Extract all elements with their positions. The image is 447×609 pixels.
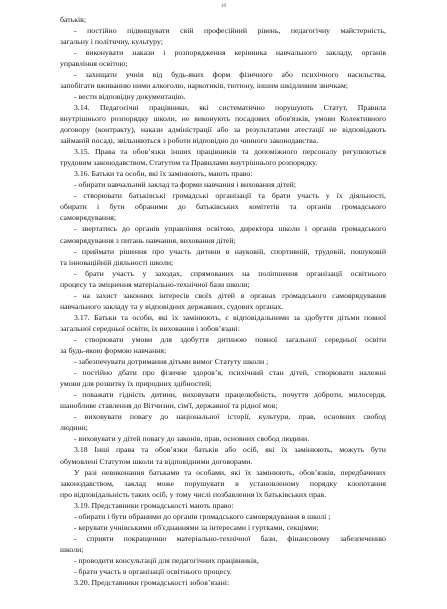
text-line: - звертатись до органів управління освітою, директора школи і органів громадського [74, 224, 386, 234]
text-line: управління освітою; [60, 58, 128, 68]
text-line: обумовлені Статутом школи та відповідними договорами. [60, 456, 253, 466]
text-line: та інноваційній діяльності школи; [60, 257, 174, 267]
text-line: 3.20. Представники громадськості зобов’язані: [74, 578, 230, 588]
text-line: про відповідальність таких осіб, у тому числі позбавлення їх батьківських прав. [60, 489, 327, 499]
text-line: загальну і політичну, культуру; [60, 36, 163, 46]
text-line: 3.19. Представники громадськості мають право: [74, 500, 234, 510]
text-line: школи; [60, 544, 84, 554]
text-line: - приймати рішення про участь дитини в науковій, спортивній, трудовій, пошуковій [74, 246, 386, 256]
text-line: - забезпечувати дотримання дітьми вимог Статуту школи ; [74, 357, 269, 367]
text-line: - захищати учнів від будь-яких форм фізичного або психічного насильства, [74, 69, 386, 79]
text-line: - створювати батьківські громадські організації та брати участь у їх діяльності, [74, 191, 386, 201]
text-line: - виконувати накази і розпорядження керівника навчального закладу, органів [74, 47, 386, 57]
text-line: законодавством, заклад може порушувати в установленому порядку клопотання [60, 478, 386, 488]
text-line: 3.15. Права та обов’язки інших працівників та допоміжного персоналу регулюються [74, 147, 386, 157]
text-line: 3.14. Педагогічні працівники, які систематично порушують Статут, Правила [74, 102, 386, 112]
text-line: - виховувати повагу до національної історії, культури, прав, основних свобод [74, 412, 386, 422]
text-line: самоврядування з питань навчання, виховання дітей; [60, 235, 236, 245]
text-line: - поважати гідність дитини, виховувати працелюбність, почуття доброти, милосердя, [74, 390, 386, 400]
text-line: - проводити консультації для педагогічних працівників, [74, 555, 259, 565]
text-line: загальної середньої освіти, їх виховання і зобов’язані: [60, 323, 240, 333]
text-line: договору (контракту), накази адміністрації або за результатами атестації не відповідають [60, 125, 386, 134]
text-line: шанобливе ставлення до Вітчизни, сім'ї, державної та рідної мов; [60, 401, 278, 411]
text-line: - вести відповідну документацію. [74, 91, 186, 101]
text-line: трудовим законодавством, Статутом та Правилами внутрішнього розпорядку. [60, 158, 318, 168]
text-line: обирати і бути обраними до батьківських комітетів та органів громадського [60, 202, 386, 212]
text-line: У разі невиконання батьками та особами, які їх замінюють, обов’язків, передбачених [74, 467, 386, 477]
text-line: - брати участь у заходах, спрямованих на поліпшення організації освітнього [74, 268, 386, 278]
text-line: запобігати вживанню ними алкоголю, наркотиків, тютюну, іншим шкідливим звичкам; [60, 80, 348, 90]
text-line: - обирати навчальний заклад та форми навчання і виховання дітей; [74, 180, 296, 190]
text-line: 3.17. Батьки та особи, які їх замінюють, є відповідальними за здобуття дітьми повної [74, 312, 386, 322]
text-line: займаній посаді, звільняються з роботи відповідно до чинного законодавства. [60, 136, 319, 146]
text-line: - брати участь в організації освітнього процесу. [74, 567, 232, 576]
text-line: самоврядування; [60, 213, 117, 223]
text-line: 3.16. Батьки та особи, які їх замінюють, мають право: [74, 169, 253, 179]
text-line: умови для розвитку їх природних здібностей; [60, 379, 212, 389]
text-line: людини; [60, 423, 88, 433]
text-line: за будь-якою формою навчання; [60, 346, 167, 355]
text-line: - обирати і бути обраними до органів громадського самоврядування в школі ; [74, 511, 331, 521]
text-line: - постійно дбати про фізичне здоров’я, психічний стан дітей, створювати належні [74, 368, 386, 378]
text-line: - на захист законних інтересів своїх дітей в органах громадського самоврядування [74, 290, 386, 300]
text-line: - сприяти покращенню матеріально-технічної бази, фінансовому забезпеченню [74, 533, 386, 543]
text-line: 3.18 Інші права та обов’язки батьків або осіб, які їх замінюють, можуть бути [74, 445, 386, 455]
text-line: - постійно підвищувати свій професійний рівень, педагогічну майстерність, [74, 25, 386, 35]
text-line: - створювати умови для здобуття дитиною повної загальної середньої освіти [74, 334, 386, 344]
text-line: навчального закладу та у відповідних державних, судових органах. [60, 301, 284, 311]
page-number: 10 [220, 3, 227, 9]
text-line: - виховувати у дітей повагу до законів, прав, основних свобод людини. [74, 434, 310, 444]
text-line: процесу та зміцнення матеріально-технічної бази школи; [60, 279, 250, 289]
text-line: батьків; [60, 14, 86, 24]
text-line: внутрішнього розпорядку школи, не виконують посадових обов'язків, умови Колективного [60, 113, 386, 123]
text-line: - керувати учнівськими об'єднаннями за інтересами і гуртками, секціями; [74, 522, 319, 532]
